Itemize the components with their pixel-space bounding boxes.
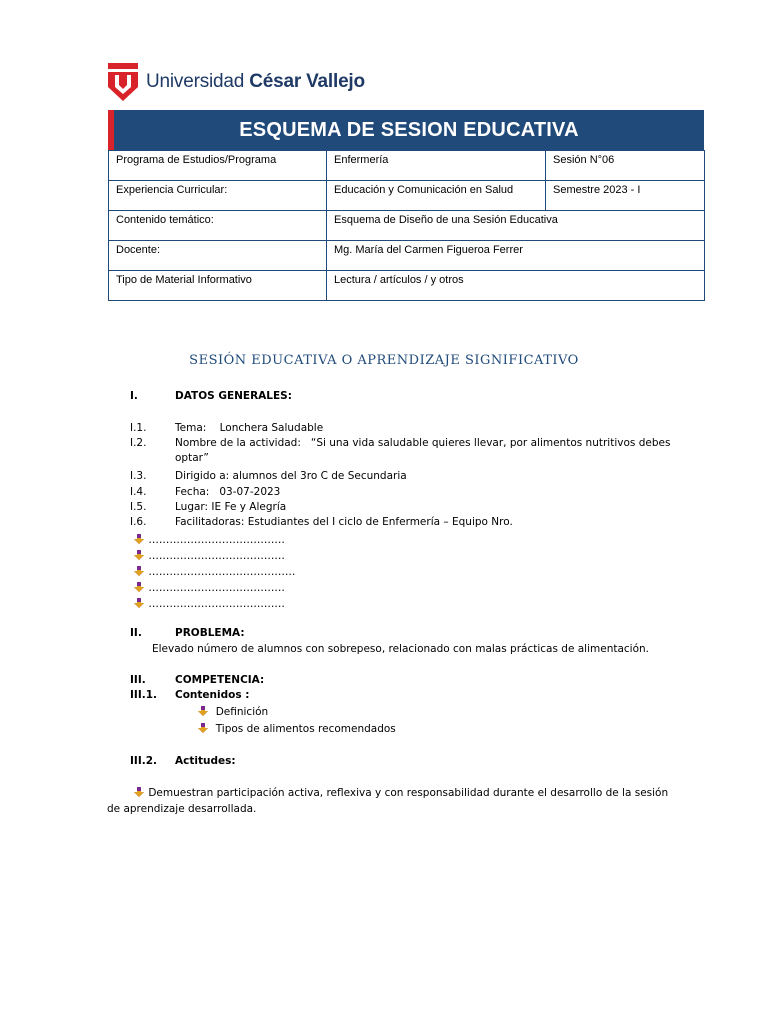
blank-list-item: ………………………………… <box>133 533 285 546</box>
table-cell: Docente: <box>109 241 327 271</box>
subsection-number: III.2. <box>130 755 158 767</box>
section-number: II. <box>130 627 142 639</box>
table-cell: Enfermería <box>327 151 546 181</box>
blank-list-item: ………………………………… <box>133 581 285 594</box>
item-number: I.1. <box>130 422 147 434</box>
session-title: SESIÓN EDUCATIVA O APRENDIZAJE SIGNIFICATIVO <box>189 353 579 368</box>
table-row <box>109 271 705 301</box>
table-row <box>109 181 705 211</box>
table-row <box>109 211 705 241</box>
table-row <box>109 151 705 181</box>
university-name: Universidad César Vallejo <box>146 71 365 92</box>
section-number: I. <box>130 390 138 402</box>
item-number: I.3. <box>130 470 147 482</box>
list-item-continuation: optar” <box>175 452 209 464</box>
list-item: Facilitadoras: Estudiantes del I ciclo de Enfermería – Equipo Nro. <box>175 516 513 528</box>
content-item: Tipos de alimentos recomendados <box>197 722 396 735</box>
blank-list-item: ………………………………… <box>133 597 285 610</box>
session-header <box>108 110 704 301</box>
table-cell: Tipo de Material Informativo <box>109 271 327 301</box>
table-cell: Programa de Estudios/Programa <box>109 151 327 181</box>
item-number: I.2. <box>130 437 147 449</box>
table-cell: Sesión N°06 <box>546 151 705 181</box>
item-number: I.5. <box>130 501 147 513</box>
list-item: Dirigido a: alumnos del 3ro C de Secundaria <box>175 470 407 482</box>
bullet-arrow-icon <box>133 786 145 798</box>
table-cell: Contenido temático: <box>109 211 327 241</box>
bullet-arrow-icon <box>133 581 145 593</box>
section-heading: COMPETENCIA: <box>175 674 265 686</box>
table-cell: Semestre 2023 - I <box>546 181 705 211</box>
problem-statement: Elevado número de alumnos con sobrepeso, relacionado con malas prácticas de alimentación. <box>152 643 650 655</box>
bullet-arrow-icon <box>197 705 209 717</box>
list-item: Lugar: IE Fe y Alegría <box>175 501 287 513</box>
subsection-heading: Actitudes: <box>175 755 236 767</box>
table-cell: Experiencia Curricular: <box>109 181 327 211</box>
content-item: Definición <box>197 705 268 718</box>
list-item: Tema: Lonchera Saludable <box>175 422 324 434</box>
attitudes-text: Demuestran participación activa, reflexiva y con responsabilidad durante el desarrollo de la sesión <box>133 786 668 799</box>
banner-title: ESQUEMA DE SESION EDUCATIVA <box>239 118 579 141</box>
blank-list-item: …………………………………… <box>133 565 295 578</box>
section-number: III. <box>130 674 146 686</box>
bullet-arrow-icon <box>197 722 209 734</box>
bullet-arrow-icon <box>133 565 145 577</box>
table-cell: Educación y Comunicación en Salud <box>327 181 546 211</box>
section-heading: PROBLEMA: <box>175 627 245 639</box>
bullet-arrow-icon <box>133 549 145 561</box>
item-number: I.6. <box>130 516 147 528</box>
subsection-number: III.1. <box>130 689 158 701</box>
university-logo <box>108 62 365 102</box>
banner <box>108 110 704 150</box>
info-table <box>108 150 705 301</box>
university-shield-icon <box>108 63 138 101</box>
list-item: Nombre de la actividad: “Si una vida saludable quieres llevar, por alimentos nutritivos debes <box>175 437 671 449</box>
table-cell: Esquema de Diseño de una Sesión Educativa <box>327 211 705 241</box>
bullet-arrow-icon <box>133 597 145 609</box>
list-item: Fecha: 03-07-2023 <box>175 486 281 498</box>
table-cell: Lectura / artículos / y otros <box>327 271 705 301</box>
bullet-arrow-icon <box>133 533 145 545</box>
table-cell: Mg. María del Carmen Figueroa Ferrer <box>327 241 705 271</box>
section-heading: DATOS GENERALES: <box>175 390 292 402</box>
item-number: I.4. <box>130 486 147 498</box>
table-row <box>109 241 705 271</box>
subsection-heading: Contenidos : <box>175 689 250 701</box>
attitudes-text-continuation: de aprendizaje desarrollada. <box>107 803 257 815</box>
blank-list-item: ………………………………… <box>133 549 285 562</box>
